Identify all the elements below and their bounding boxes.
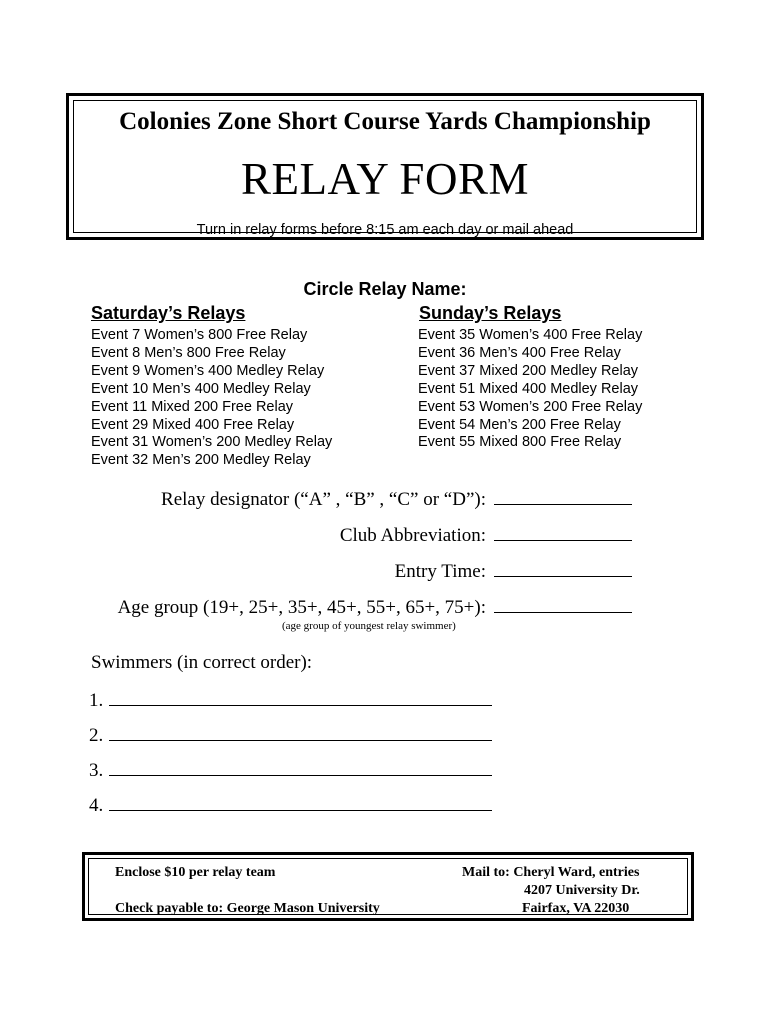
age-group-row: [118, 597, 632, 619]
saturday-event-list: [91, 327, 332, 470]
designator-row: [161, 489, 632, 511]
saturday-heading: Saturday’s Relays: [91, 303, 246, 323]
list-item[interactable]: Event 32 Men’s 200 Medley Relay: [91, 452, 311, 469]
championship-title: Colonies Zone Short Course Yards Championship: [119, 108, 651, 135]
sunday-heading: Sunday’s Relays: [419, 303, 562, 323]
list-item[interactable]: Event 8 Men’s 800 Free Relay: [91, 344, 286, 361]
list-item[interactable]: Event 51 Mixed 400 Medley Relay: [418, 380, 639, 397]
footer-box: [82, 852, 694, 921]
entry-time-label: Entry Time:: [394, 561, 486, 582]
swimmer-3-field[interactable]: [109, 759, 492, 776]
swimmer-1-field[interactable]: [109, 689, 492, 706]
list-item[interactable]: Event 29 Mixed 400 Free Relay: [91, 416, 295, 433]
swimmer-number: 2.: [89, 725, 104, 746]
club-row: [340, 525, 632, 547]
header-inner-border: [73, 100, 697, 238]
swimmer-number: 1.: [89, 690, 104, 711]
swimmer-row: [89, 759, 492, 782]
form-title: RELAY FORM: [241, 154, 529, 204]
mail-to-line1: Mail to: Cheryl Ward, entries: [462, 865, 640, 880]
swimmer-number: 3.: [89, 760, 104, 781]
swimmer-4-field[interactable]: [109, 794, 492, 811]
swimmer-number: 4.: [89, 795, 104, 816]
swimmers-heading: Swimmers (in correct order):: [91, 652, 313, 673]
club-label: Club Abbreviation:: [339, 525, 486, 546]
swimmer-2-field[interactable]: [109, 724, 492, 741]
circle-relay-title: Circle Relay Name:: [303, 279, 467, 299]
list-item[interactable]: Event 10 Men’s 400 Medley Relay: [91, 380, 311, 397]
swimmer-row: [89, 724, 492, 747]
list-item[interactable]: Event 9 Women’s 400 Medley Relay: [91, 362, 325, 379]
sunday-event-list: [418, 327, 642, 452]
mail-to-line2: 4207 University Dr.: [524, 883, 640, 898]
age-group-label: Age group (19+, 25+, 35+, 45+, 55+, 65+, 75+):: [117, 597, 486, 618]
footer-inner-border: [88, 858, 688, 915]
check-payable-text: Check payable to: George Mason University: [115, 901, 380, 916]
list-item[interactable]: Event 31 Women’s 200 Medley Relay: [91, 434, 333, 451]
list-item[interactable]: Event 54 Men’s 200 Free Relay: [418, 416, 621, 433]
list-item[interactable]: Event 7 Women’s 800 Free Relay: [91, 327, 308, 343]
enclose-fee-text: Enclose $10 per relay team: [115, 865, 276, 880]
instruction-underlined: Turn in relay forms before 8:15 am each day or mail ahead: [196, 222, 574, 238]
entry-time-field[interactable]: [494, 562, 632, 577]
age-group-field[interactable]: [494, 598, 632, 613]
age-group-note: (age group of youngest relay swimmer): [282, 620, 456, 632]
club-abbreviation-field[interactable]: [494, 526, 632, 541]
instruction-text: [74, 222, 696, 238]
mail-to-line3: Fairfax, VA 22030: [522, 901, 630, 916]
swimmer-row: [89, 794, 492, 817]
list-item[interactable]: Event 55 Mixed 800 Free Relay: [418, 434, 622, 451]
entry-time-row: [395, 561, 632, 583]
header-box: [66, 93, 704, 240]
designator-label: Relay designator (“A” , “B” , “C” or “D”):: [161, 489, 486, 510]
list-item[interactable]: Event 53 Women’s 200 Free Relay: [418, 398, 643, 415]
list-item[interactable]: Event 37 Mixed 200 Medley Relay: [418, 362, 639, 379]
list-item[interactable]: Event 11 Mixed 200 Free Relay: [91, 398, 294, 415]
designator-field[interactable]: [494, 490, 632, 505]
list-item[interactable]: Event 36 Men’s 400 Free Relay: [418, 344, 621, 361]
list-item[interactable]: Event 35 Women’s 400 Free Relay: [418, 327, 643, 343]
swimmer-row: [89, 689, 492, 712]
